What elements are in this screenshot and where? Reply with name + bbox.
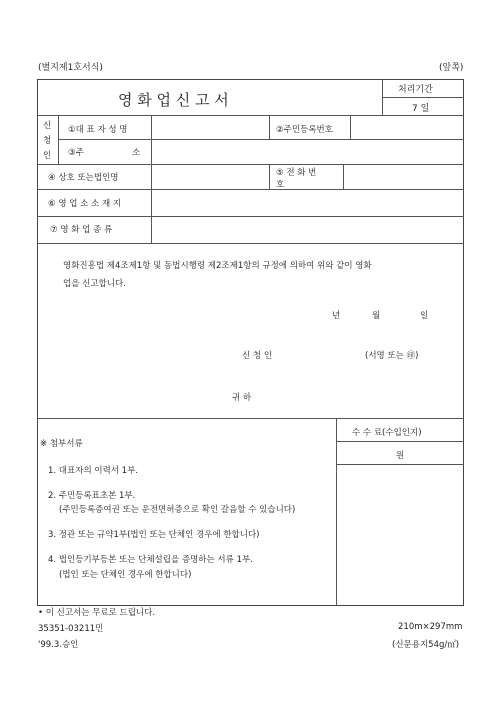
business-location-label: ⑥ 영 업 소 소 재 지 <box>48 199 122 209</box>
date-month: 월 <box>372 311 381 321</box>
form-border <box>37 79 464 606</box>
attachments-title: ※ 첨부서류 <box>40 439 83 449</box>
attachment-item-1: 1. 대표자의 이력서 1부. <box>48 466 139 476</box>
paper-spec: (신문용지54g/㎡) <box>392 640 460 650</box>
form-title: 영 화 업 신 고 서 <box>118 91 229 109</box>
attachment-item-4-note: (법인 또는 단체인 경우에 한합니다) <box>59 570 192 580</box>
signature-or-seal: (서명 또는 ㊞) <box>365 351 419 361</box>
business-type-label: ⑦ 영 화 업 종 류 <box>50 225 113 235</box>
applicant-group-label-3: 인 <box>43 151 52 161</box>
applicant-group-label-1: 신 <box>43 121 52 131</box>
phone-label: ⑤ 전 화 번 <box>276 168 317 178</box>
declaration-line-2: 업을 신고합니다. <box>63 279 126 289</box>
attachment-item-2-note: (주민등록증여권 또는 운전면허증으로 확인 갈음할 수 있습니다) <box>59 505 296 515</box>
resident-number-label: ②주민등록번호 <box>276 125 333 135</box>
phone-label-2: 호 <box>276 180 285 190</box>
attachment-item-3: 3. 정관 또는 규약1부(법인 또는 단체인 경우에 한합니다) <box>48 530 260 540</box>
attachment-item-4: 4. 법인등기부등본 또는 단체설립을 증명하는 서류 1부. <box>48 555 253 565</box>
date-year: 년 <box>332 311 341 321</box>
processing-period-label: 처리기간 <box>398 85 433 95</box>
form-number: (별지제1호서식) <box>38 63 103 73</box>
date-day: 일 <box>420 311 429 321</box>
page-side-label: (앞쪽) <box>439 63 464 73</box>
applicant-group-label-2: 청 <box>43 136 52 146</box>
processing-period-value: 7 일 <box>412 104 430 114</box>
free-form-note: • 이 신고서는 무료로 드립니다. <box>38 608 156 618</box>
address-label-2: 소 <box>132 148 141 158</box>
rep-name-label: ①대 표 자 성 명 <box>68 125 128 135</box>
paper-size: 210m×297mm <box>398 622 463 632</box>
approval-date: '99.3.승인 <box>38 640 79 650</box>
form-code: 35351-03211민 <box>38 624 104 634</box>
fee-unit: 원 <box>396 451 405 461</box>
attachment-item-2: 2. 주민등록표초본 1부. <box>48 491 136 501</box>
addressee: 귀 하 <box>232 393 252 403</box>
address-label: ③주 <box>68 148 84 158</box>
declaration-line-1: 영화진흥법 제4조제1항 및 동법시행령 제2조제1항의 규정에 의하여 위와 같이 영화 <box>63 261 372 271</box>
trade-name-label: ④ 상호 또는법인명 <box>48 173 119 183</box>
applicant-signature-label: 신 청 인 <box>242 351 273 361</box>
fee-label: 수 수 료(수입인지) <box>352 428 422 438</box>
